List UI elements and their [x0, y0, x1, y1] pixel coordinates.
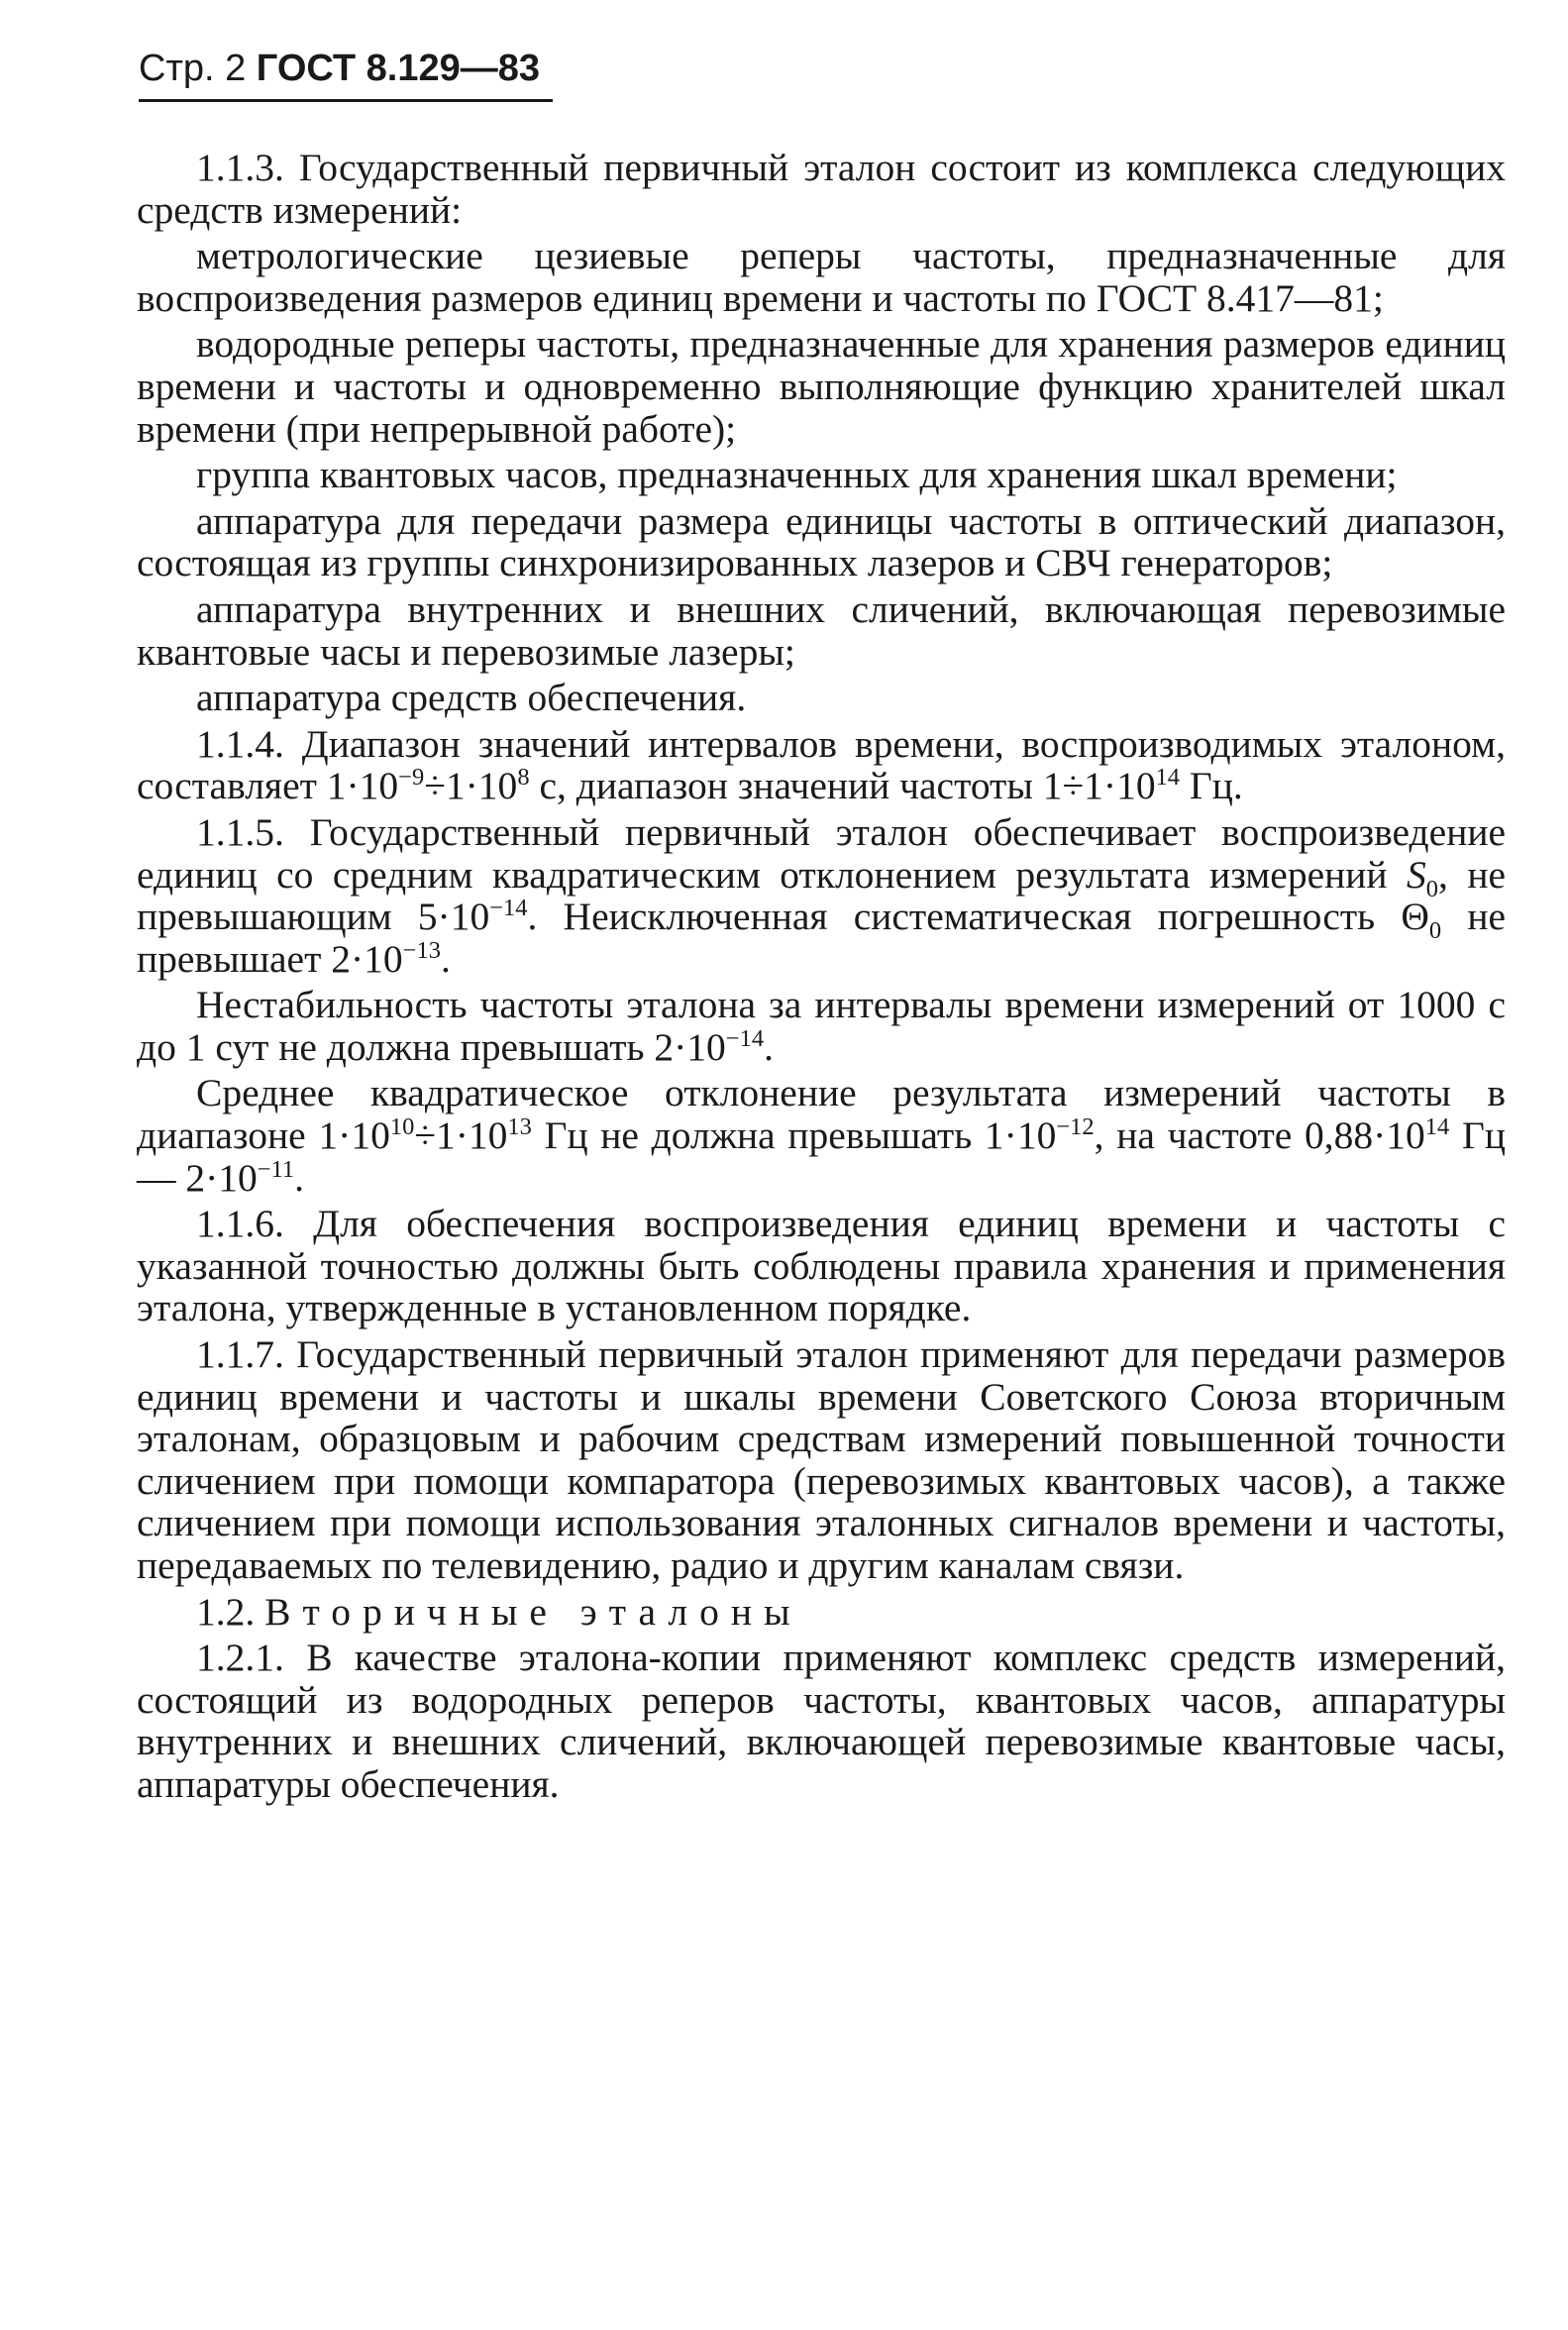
paragraph-1-1-7: 1.1.7. Государственный первичный эталон применяют для передачи размеров единиц времени и частоты и шкалы времени Советского Союза вторичным эталонам, образцовым и рабочим средствам измерений повышенной точности сличением при помощи компаратора (перевозимых квантовых часов), а также сличением при помощи использования эталонных сигналов времени и частоты, передаваемых по телевидению, радио и другим каналам связи. — [137, 1332, 1506, 1587]
list-item-support-equipment: аппаратура средств обеспечения. — [196, 676, 747, 720]
text-run: . — [440, 936, 451, 981]
text-run: Нестабильность частоты эталона за интервалы времени измерений от 1000 с до 1 сут не должна превышать 2·10 — [137, 983, 1506, 1069]
list-item-comparison-equipment: аппаратура внутренних и внешних сличений, включающая перевозимые квантовые часы и перевозимые лазеры; — [137, 586, 1506, 674]
list-item-hydrogen-references: водородные реперы частоты, предназначенные для хранения размеров единиц времени и частоты и одновременно выполняющие функцию хранителей шкал времени (при непрерывной работе); — [137, 322, 1506, 451]
text-run: . — [764, 1024, 774, 1069]
superscript: −14 — [725, 1024, 765, 1052]
text-run: не превышает 2·10 — [137, 895, 1506, 981]
document-code: ГОСТ 8.129—83 — [256, 48, 541, 89]
superscript: −13 — [402, 936, 441, 964]
superscript: −12 — [1056, 1112, 1095, 1140]
text-run: 1.1.5. Государственный первичный эталон обеспечивает воспроизведение единиц со средним квадратическим отклонением результата измерений — [137, 809, 1506, 897]
superscript: 14 — [1155, 764, 1181, 792]
paragraph-instability — [137, 984, 1506, 1068]
document-body — [137, 147, 1506, 1810]
list-item-cesium-references: метрологические цезиевые реперы частоты, предназначенные для воспроизведения размеров единиц времени и частоты по ГОСТ 8.417—81; — [137, 234, 1506, 320]
superscript: −14 — [489, 894, 528, 921]
header-rule — [139, 99, 553, 102]
superscript: 10 — [389, 1112, 415, 1140]
list-item-quantum-clocks: группа квантовых часов, предназначенных для хранения шкал времени; — [196, 453, 1398, 497]
text-run: Гц — 2·10 — [137, 1113, 1506, 1200]
paragraph-1-1-5 — [137, 811, 1506, 980]
text-run: ÷1·10 — [424, 764, 518, 808]
paragraph-std-deviation — [137, 1072, 1506, 1199]
text-run: 1.1.4. Диапазон значений интервалов времени, воспроизводимых эталоном, составляет 1·10 — [137, 721, 1506, 808]
text-run: . Неисключенная систематическая погрешность Θ — [527, 895, 1429, 939]
superscript: 8 — [517, 764, 530, 792]
superscript: −9 — [398, 764, 425, 792]
superscript: 13 — [507, 1112, 532, 1140]
paragraph-1-2-1: 1.2.1. В качестве эталона-копии применяют комплекс средств измерений, состоящий из водородных реперов частоты, квантовых часов, аппаратуры внутренних и внешних сличений, включающей перевозимые квантовые часы, аппаратуры обеспечения. — [137, 1636, 1506, 1806]
text-run: Среднее квадратическое отклонение результата измерений частоты в диапазоне 1·10 — [137, 1071, 1506, 1158]
text-run: ÷1·10 — [414, 1113, 508, 1158]
text-run: . — [294, 1155, 305, 1200]
subscript: 0 — [1428, 916, 1442, 944]
text-run: , не превышающим 5·10 — [137, 852, 1507, 939]
text-run: , на частоте 0,88·10 — [1094, 1113, 1425, 1158]
page-header — [139, 46, 540, 91]
superscript: −11 — [257, 1155, 295, 1183]
section-number: 1.2. — [196, 1589, 256, 1634]
paragraph-1-1-6: 1.1.6. Для обеспечения воспроизведения единиц времени и частоты с указанной точностью должны быть соблюдены правила хранения и применения эталона, утвержденные в установленном порядке. — [137, 1202, 1506, 1330]
section-title: Вторичные эталоны — [264, 1589, 802, 1634]
section-heading-1-2 — [137, 1591, 1506, 1634]
page-number: Стр. 2 — [139, 48, 247, 89]
text-run: Гц не должна превышать 1·10 — [531, 1113, 1057, 1158]
list-item-optical-transfer: аппаратура для передачи размера единицы частоты в оптический диапазон, состоящая из группы синхронизированных лазеров и СВЧ генераторов; — [137, 498, 1506, 585]
paragraph-1-1-3: 1.1.3. Государственный первичный эталон состоит из комплекса следующих средств измерений: — [137, 146, 1506, 232]
subscript: 0 — [1425, 875, 1438, 902]
paragraph-1-1-4 — [137, 723, 1506, 807]
symbol-s: S — [1407, 852, 1426, 897]
text-run: с, диапазон значений частоты 1÷1·10 — [529, 764, 1156, 808]
superscript: 14 — [1424, 1112, 1450, 1140]
text-run: Гц. — [1180, 764, 1243, 808]
